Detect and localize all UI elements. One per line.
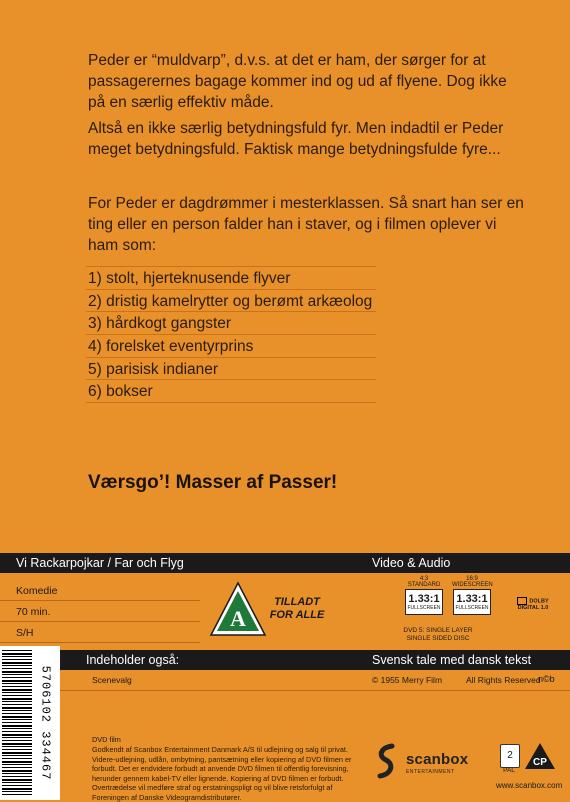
legal-title: DVD film — [92, 735, 121, 744]
copyright: © 1955 Merry Film — [372, 675, 443, 685]
extras-header-bar — [60, 650, 364, 670]
film-title: Vi Rackarpojkar / Far och Flyg — [16, 556, 184, 570]
disc-info — [403, 627, 473, 643]
list-item: 6) bokser — [88, 383, 153, 401]
dolby-icon — [517, 597, 527, 605]
format-ratio: 1.33:1 — [456, 592, 488, 605]
divider — [0, 600, 200, 601]
region-code: 2 — [500, 744, 520, 768]
rating-text — [262, 596, 332, 622]
list-item: 1) stolt, hjerteknusende flyver — [88, 270, 291, 287]
language-header: Svensk tale med dansk tekst — [372, 653, 532, 667]
rights: All Rights Reserved — [466, 675, 541, 685]
scanbox-sub: ENTERTAINMENT — [406, 769, 455, 775]
format-header: 16:9 WIDESCREEN — [452, 576, 493, 588]
description-paragraph-2: Altså en ikke særlig betydningsfuld fyr. Men indadtil er Peder meget betydningsfuld. Faktisk mange betydningsfulde fyre... — [88, 120, 504, 158]
color-format: S/H — [16, 627, 34, 639]
format-sub: FULLSCREEN — [407, 604, 441, 611]
format-widescreen — [452, 576, 492, 615]
pal-label: PAL — [503, 767, 515, 774]
format-ratio: 1.33:1 — [408, 592, 440, 605]
rating-text-line: TILLADT — [274, 596, 320, 608]
rating-letter: A — [230, 606, 246, 631]
list-divider — [86, 266, 376, 267]
copy-protection-icon — [524, 742, 556, 770]
format-header: 4:3 STANDARD — [407, 576, 441, 588]
description-paragraph-3: For Peder er dagdrømmer i mesterklassen. Så snart han ser en ting eller en person falder han i staver, og i filmen oplever vi ham som: — [88, 195, 524, 254]
legal-text: Godkendt af Scanbox Entertainment Danmark A/S til udlejning og salg til privat. Videre-udlejning, udlån, ombytning, pantsætning eller kopiering af DVD filmen er forbudt. Det er endvidere forbudt at anvende DVD filmen til offentlig forevisning, herunder gennem kabel-TV eller lignende. Kopiering af DVD filmen er forbudt. Overtrædelse vil medføre straf og erstatningspligt og vil blive retsforfulgt af Foreningen af Danske Videogramdistributører. — [92, 745, 352, 802]
format-sub: FULLSCREEN — [455, 604, 489, 611]
extras-item: Scenevalg — [92, 675, 132, 685]
barcode-number: 5706102 334467 — [38, 665, 53, 781]
list-item: 3) hårdkogt gangster — [88, 315, 232, 333]
scanbox-swirl-icon — [372, 742, 402, 780]
info-bar — [0, 553, 570, 573]
copy-logo-text: CP — [533, 757, 547, 768]
divider — [60, 690, 570, 691]
extras-header: Indeholder også: — [86, 653, 180, 667]
language-header-bar — [364, 650, 570, 670]
rating-text-line: FOR ALLE — [269, 609, 325, 621]
dolby-logo — [516, 597, 550, 612]
list-item: 5) parisisk indianer — [88, 360, 219, 378]
list-item: 4) forelsket eventyrprins — [88, 338, 254, 356]
genre: Komedie — [16, 585, 58, 597]
video-audio-header: Video & Audio — [372, 556, 451, 570]
format-standard — [404, 576, 444, 615]
barcode — [0, 646, 60, 800]
ncb-mark: n©b — [538, 674, 555, 684]
disc-line: DVD 5: SINGLE LAYER — [403, 627, 473, 634]
roles-list — [88, 268, 372, 404]
disc-line: SINGLE SIDED DISC — [406, 635, 470, 642]
list-item: 2) dristig kamelrytter og berømt arkæolog — [88, 292, 373, 310]
website-url: www.scanbox.com — [496, 781, 563, 790]
dolby-line: DOLBY — [529, 598, 549, 605]
dolby-line: DIGITAL 1.0 — [517, 605, 549, 612]
divider — [0, 621, 200, 622]
runtime: 70 min. — [16, 606, 51, 618]
divider — [0, 642, 200, 643]
barcode-lines — [2, 650, 32, 796]
scanbox-logo: scanbox — [406, 751, 469, 768]
description-paragraph-1: Peder er “muldvarp”, d.v.s. at det er ham, der sørger for at passagerernes bagage kommer ind og ud af flyene. Dog ikke på en særlig effektiv måde. — [88, 52, 507, 111]
tagline: Værsgo’! Masser af Passer! — [88, 472, 338, 493]
